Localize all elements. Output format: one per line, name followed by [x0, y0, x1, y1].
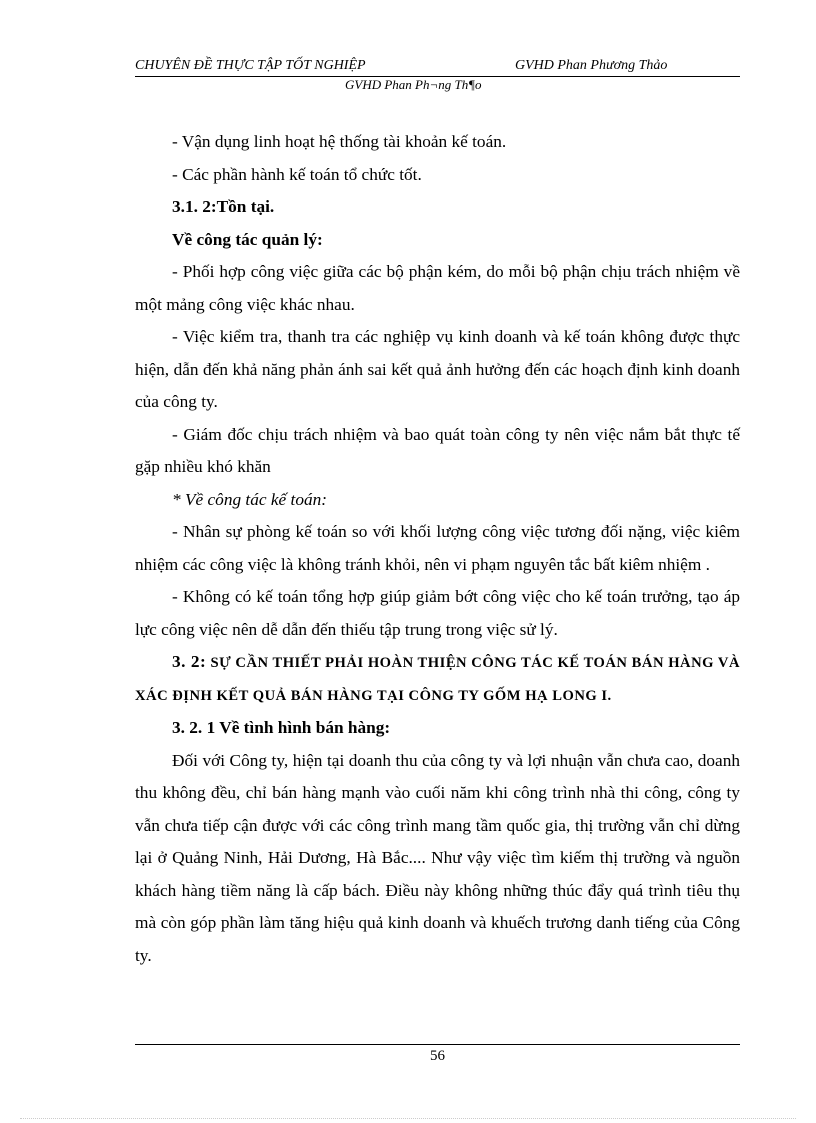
- paragraph: - Giám đốc chịu trách nhiệm và bao quát toàn công ty nên việc nắm bắt thực tế gặp nhiều khó khăn: [135, 424, 740, 476]
- header-advisor: GVHD Phan Phương Thảo: [515, 58, 668, 73]
- chapter-section-heading: [135, 646, 740, 712]
- page-number: 56: [430, 1048, 445, 1064]
- paragraph: - Không có kế toán tổng hợp giúp giảm bớt công việc cho kế toán trưởng, tạo áp lực công việc nên dễ dẫn đến thiếu tập trung trong việc sử lý.: [135, 587, 740, 639]
- subsection-heading: Về công tác quản lý:: [172, 229, 323, 249]
- paragraph: - Nhân sự phòng kế toán so với khối lượng công việc tương đối nặng, việc kiêm nhiệm các công việc là không tránh khỏi, nên vi phạm nguyên tắc bất kiêm nhiệm .: [135, 522, 740, 574]
- page-header: [135, 58, 740, 77]
- header-advisor-garbled: GVHD Phan Ph¬ng Th¶o: [345, 77, 482, 92]
- paragraph: Đối với Công ty, hiện tại doanh thu của công ty và lợi nhuận vẫn chưa cao, doanh thu không đều, chỉ bán hàng mạnh vào cuối năm khi công trình nhà thi công, công ty vẫn chưa tiếp cận được với các công trình mang tầm quốc gia, thị trường vẫn chỉ dừng lại ở Quảng Ninh, Hải Dương, Hà Bắc.... Như vậy việc tìm kiếm thị trường và nguồn khách hàng tiềm năng là cấp bách. Điều này không những thúc đẩy quá trình tiêu thụ mà còn góp phần làm tăng hiệu quả kinh doanh và khuếch trương danh tiếng của Công ty.: [135, 750, 740, 965]
- page-edge-divider: [20, 1118, 796, 1119]
- section-title: SỰ CẦN THIẾT PHẢI HOÀN THIỆN CÔNG TÁC KẾ TOÁN BÁN HÀNG VÀ XÁC ĐỊNH KẾT QUẢ BÁN HÀNG TẠI CÔNG TY GỐM HẠ LONG I.: [135, 655, 740, 704]
- footer-divider: [135, 1044, 740, 1045]
- paragraph: - Phối hợp công việc giữa các bộ phận kém, do mỗi bộ phận chịu trách nhiệm về một mảng công việc khác nhau.: [135, 262, 740, 314]
- section-heading: 3.1. 2:Tồn tại.: [172, 197, 275, 216]
- document-body: [135, 126, 740, 972]
- section-number: 3. 2:: [172, 652, 207, 671]
- section-heading: 3. 2. 1 Về tình hình bán hàng:: [172, 718, 391, 737]
- paragraph: - Vận dụng linh hoạt hệ thống tài khoản kế toán.: [172, 132, 507, 151]
- paragraph: - Việc kiểm tra, thanh tra các nghiệp vụ kinh doanh và kế toán không được thực hiện, dẫn đến khả năng phản ánh sai kết quả ảnh hưởng đến các hoạch định kinh doanh của công ty.: [135, 327, 740, 411]
- paragraph: - Các phần hành kế toán tổ chức tốt.: [172, 164, 422, 184]
- header-title: CHUYÊN ĐỀ THỰC TẬP TỐT NGHIỆP: [135, 58, 366, 73]
- subsection-heading: * Về công tác kế toán:: [172, 489, 327, 509]
